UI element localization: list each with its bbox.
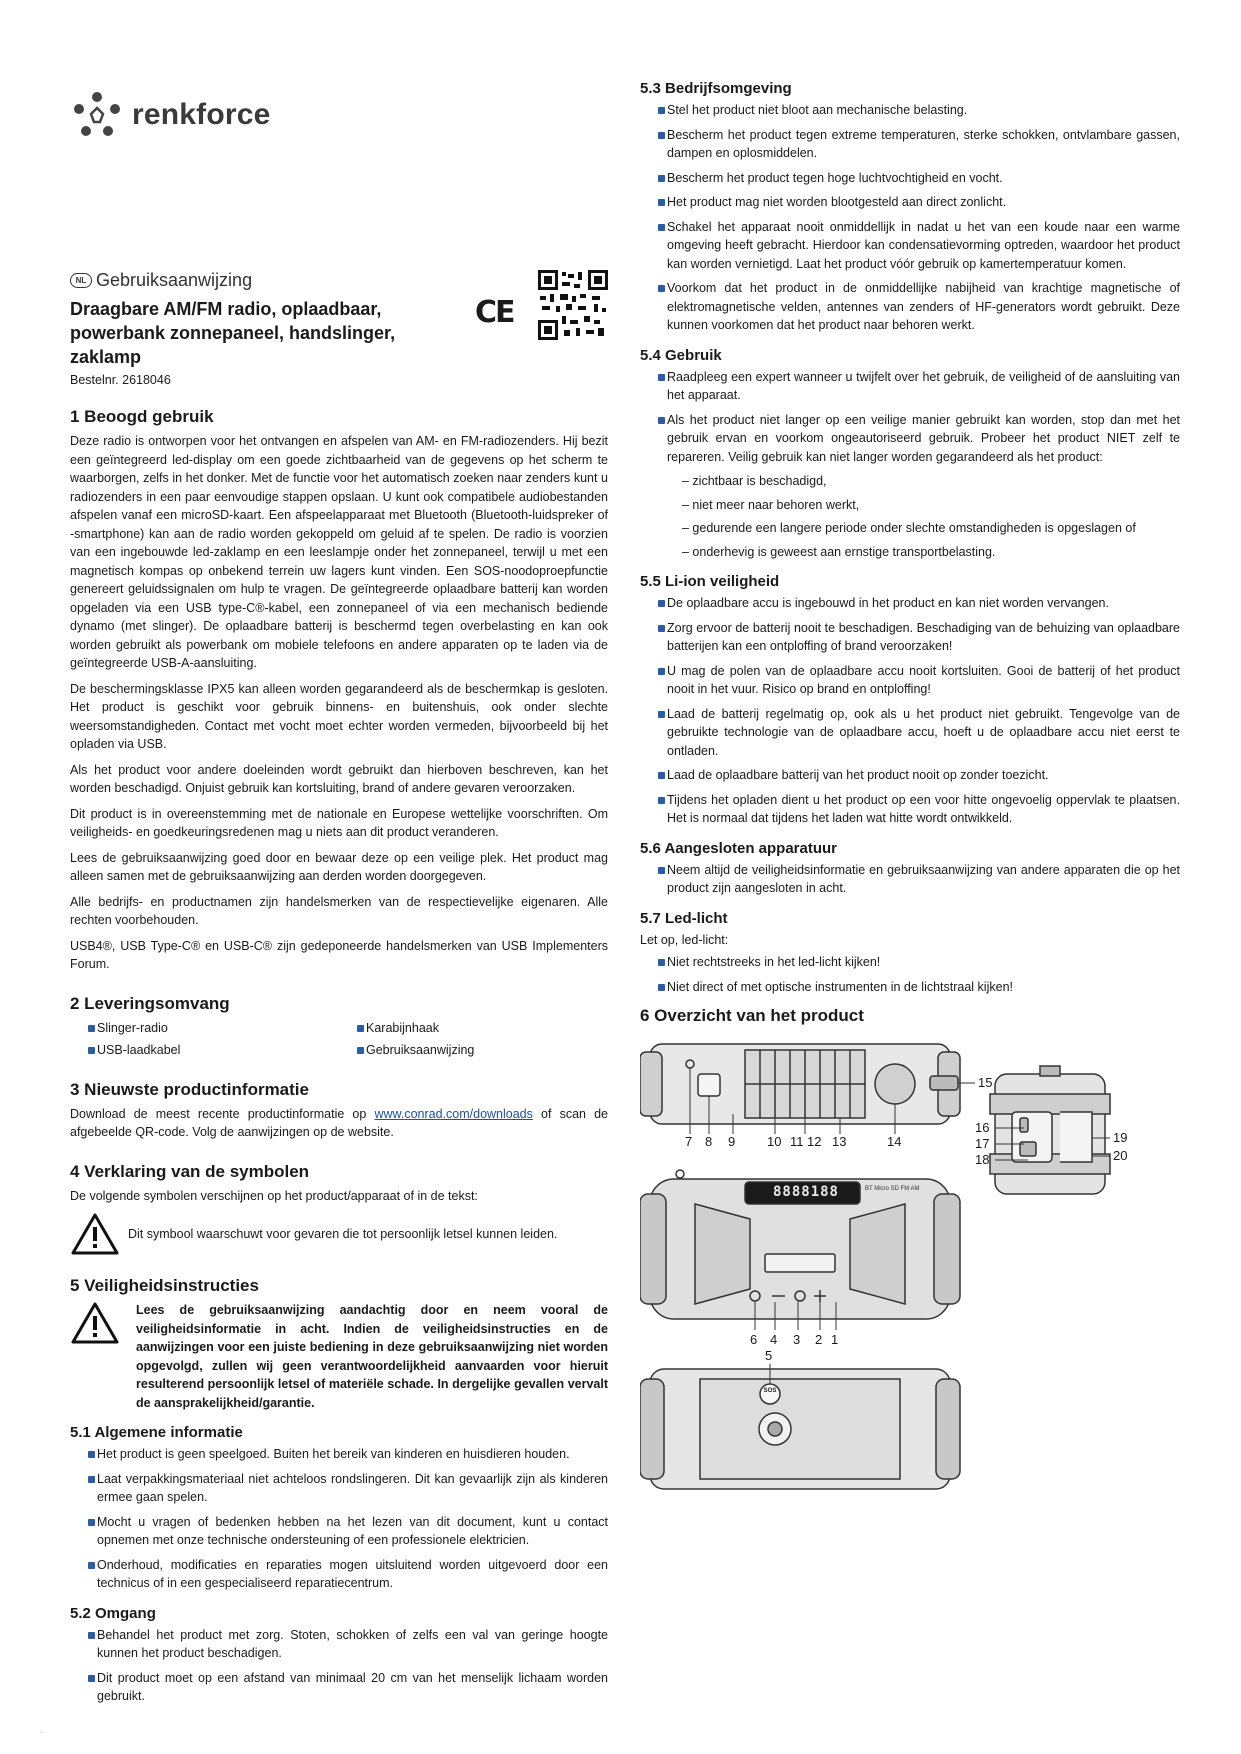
lcd-display-small-labels: BT Micro SD FM AM bbox=[865, 1186, 920, 1192]
section-5-7-title: 5.7 Led-licht bbox=[640, 909, 728, 927]
nl-language-icon: NL bbox=[70, 273, 92, 288]
s1-paragraph: USB4®, USB Type-C® en USB-C® zijn gedeponeerde handelsmerken van USB Implementers Forum. bbox=[70, 938, 608, 971]
callout-20: 20 bbox=[1113, 1148, 1128, 1163]
section-2-title: 2 Leveringsomvang bbox=[70, 993, 230, 1013]
warning-symbol-text: Dit symbool waarschuwt voor gevaren die tot persoonlijk letsel kunnen leiden. bbox=[128, 1226, 558, 1241]
list-item: Raadpleeg een expert wanneer u twijfelt over het gebruik, de veiligheid of de aansluiting van het apparaat. bbox=[658, 368, 1180, 405]
s1-paragraph: Deze radio is ontworpen voor het ontvangen en afspelen van AM- en FM-radiozenders. Hij bezit een geïntegreerd led-display om een goede zichtbaarheid van de gegevens op het scherm te waarborgen, zelfs in het donker. Met de functie voor het automatisch zoeken naar zenders kunt u radiozenders in een paar eenvoudige stappen opslaan. U kunt ook compatibele audiobestanden afspelen vanaf een microSD-kaart. Een afspeelapparaat met Bluetooth (Bluetooth-luidspreker of -smartphone) kan aan de radio worden gekoppeld om geluid af te spelen. De radio is voorzien van een ingebouwde led-zaklamp en een leeslampje onder het zonnepaneel, terwijl u met een magnetisch kompas op onbekend terrein uw lagers kunt vinden. Een SOS-noodoproepfunctie genereert geluidssignalen om hulp te vragen. De geïntegreerde oplaadbare batterij kan worden opgeladen via een USB type-C®-kabel, een zonnepaneel of via een mechanisch bediende dynamo (met slinger). De oplaadbare batterij is beschermd tegen overbelasting en kan ook worden gebruikt als powerbank om mobiele telefoons en andere apparaten op te laden via de geïntegreerde USB-A-aansluiting. bbox=[70, 434, 608, 670]
product-overview-diagram bbox=[640, 1034, 1180, 1554]
dash-item: – gedurende een langere periode onder slechte omstandigheden is opgeslagen of bbox=[682, 521, 1136, 535]
dash-item: – onderhevig is geweest aan ernstige transportbelasting. bbox=[682, 544, 996, 559]
lcd-display-digits: 8888188 bbox=[772, 1184, 839, 1200]
list-item: Stel het product niet bloot aan mechanische belasting. bbox=[658, 101, 1180, 120]
section-4-title: 4 Verklaring van de symbolen bbox=[70, 1161, 310, 1181]
callout-7: 7 bbox=[685, 1134, 693, 1149]
callout-10: 10 bbox=[767, 1134, 782, 1149]
list-item: Voorkom dat het product in de onmiddellijke nabijheid van krachtige magnetische of elektromagnetische velden, antennes van zenders of HF-generators wordt gebruikt. Deze kunnen voorkomen dat het product naar behoren werkt. bbox=[658, 279, 1180, 335]
list-item: Mocht u vragen of bedenken hebben na het lezen van dit document, kunt u contact opnemen met onze technische ondersteuning of een professionele elektricien. bbox=[88, 1513, 608, 1550]
s1-paragraph: Lees de gebruiksaanwijzing goed door en bewaar deze op een veilige plek. Het product mag alleen samen met de gebruiksaanwijzing aan derden worden doorgegeven. bbox=[70, 850, 608, 883]
section-6-title: 6 Overzicht van het product bbox=[640, 1006, 864, 1025]
brand-name: renkforce bbox=[132, 98, 271, 131]
callout-5: 5 bbox=[765, 1348, 773, 1363]
s1-paragraph: Als het product voor andere doeleinden wordt gebruikt dan hierboven beschreven, kan het worden beschadigd. Onjuist gebruik kan kortsluiting, brand of andere gevaren veroorzaken. bbox=[70, 762, 608, 795]
symbol-row bbox=[70, 1212, 608, 1256]
delivery-list bbox=[70, 1019, 608, 1060]
dash-item: – niet meer naar behoren werkt, bbox=[682, 497, 860, 512]
list-item: Bescherm het product tegen extreme temperaturen, sterke schokken, ontvlambare gassen, dampen en oplosmiddelen. bbox=[658, 126, 1180, 163]
section-5-6-title: 5.6 Aangesloten apparatuur bbox=[640, 839, 837, 857]
qr-code-icon bbox=[538, 270, 608, 340]
list-item: Als het product niet langer op een veilige manier gebruikt kan worden, stop dan met het gebruik ervan en voorkom ongeautoriseerd gebruik. Probeer het product NIET zelf te repareren. Veilig gebruik kan niet langer worden gegarandeerd als het product: bbox=[658, 411, 1180, 467]
callout-16: 16 bbox=[975, 1120, 990, 1135]
list-item: Het product mag niet worden blootgesteld aan direct zonlicht. bbox=[658, 193, 1180, 212]
s3-paragraph: Download de meest recente productinformatie op www.conrad.com/downloads of scan de afgebeelde QR-code. Volg de aanwijzingen op de website. bbox=[70, 1106, 609, 1139]
list-item: Zorg ervoor de batterij nooit te beschadigen. Beschadiging van de behuizing van oplaadbare batterijen kan een ontploffing of brand veroorzaken! bbox=[658, 619, 1180, 656]
s1-paragraph: Alle bedrijfs- en productnamen zijn handelsmerken van de respectievelijke eigenaren. Alle rechten voorbehouden. bbox=[70, 894, 608, 927]
section-5-1-title: 5.1 Algemene informatie bbox=[70, 1424, 243, 1441]
list-item: Karabijnhaak bbox=[357, 1019, 608, 1038]
product-title: Draagbare AM/FM radio, oplaadbaar, powerbank zonnepaneel, handslinger, zaklamp bbox=[70, 299, 396, 367]
section-5-2-title: 5.2 Omgang bbox=[70, 1604, 156, 1622]
s1-paragraph: De beschermingsklasse IPX5 kan alleen worden gegarandeerd als de beschermkap is gesloten. Het product is geschikt voor gebruik binnens- en buitenshuis, ook onder slechte weersomstandigheden. Contact met vocht moet echter worden vermeden, bijvoorbeeld bij het opladen via USB. bbox=[70, 681, 608, 751]
list-item: Slinger-radio bbox=[88, 1019, 339, 1038]
list-item: Tijdens het opladen dient u het product op een voor hitte ongevoelig oppervlak te plaatsen. Het is normaal dat tijdens het laden wat hitte wordt ontwikkeld. bbox=[658, 791, 1180, 828]
warning-triangle-icon bbox=[70, 1212, 120, 1256]
callout-12: 12 bbox=[807, 1134, 822, 1149]
list-item: Laad de oplaadbare batterij van het product nooit op zonder toezicht. bbox=[658, 766, 1180, 785]
s1-paragraph: Dit product is in overeenstemming met de nationale en Europese wettelijke voorschriften. Om veiligheids- en goedkeuringsredenen mag u niets aan dit product veranderen. bbox=[70, 806, 608, 839]
section-1-title: 1 Beoogd gebruik bbox=[70, 407, 214, 426]
section-3-title: 3 Nieuwste productinformatie bbox=[70, 1079, 309, 1099]
callout-13: 13 bbox=[832, 1134, 847, 1149]
list-item: U mag de polen van de oplaadbare accu nooit kortsluiten. Gooi de batterij of het product nooit in het vuur. Risico op brand en ontploffing! bbox=[658, 662, 1180, 699]
list-item: Behandel het product met zorg. Stoten, schokken of zelfs een val van geringe hoogte kunnen het product beschadigen. bbox=[88, 1626, 608, 1663]
left-column bbox=[70, 75, 608, 1712]
list-item: Het product is geen speelgoed. Buiten het bereik van kinderen en huisdieren houden. bbox=[88, 1445, 608, 1464]
brand-logo bbox=[70, 75, 608, 155]
footer-mark: . bbox=[40, 1726, 43, 1735]
s57-intro: Let op, led-licht: bbox=[640, 932, 729, 947]
list-item: Bescherm het product tegen hoge luchtvochtigheid en vocht. bbox=[658, 169, 1180, 188]
radio-side-view bbox=[990, 1066, 1110, 1194]
safety-warning bbox=[70, 1301, 608, 1412]
radio-bottom-view bbox=[640, 1369, 960, 1489]
callout-8: 8 bbox=[705, 1134, 713, 1149]
renkforce-logo-icon bbox=[70, 88, 124, 142]
sos-button: SOS bbox=[763, 1388, 777, 1394]
callout-17: 17 bbox=[975, 1136, 990, 1151]
language-row bbox=[70, 270, 608, 291]
list-item: Niet direct of met optische instrumenten in de lichtstraal kijken! bbox=[658, 978, 1180, 997]
section-5-4-title: 5.4 Gebruik bbox=[640, 346, 722, 364]
radio-illustration bbox=[640, 1034, 1180, 1554]
list-item: De oplaadbare accu is ingebouwd in het product en kan niet worden vervangen. bbox=[658, 594, 1180, 613]
list-item: Dit product moet op een afstand van minimaal 20 cm van het menselijk lichaam worden gebruikt. bbox=[88, 1669, 608, 1706]
section-5-5-title: 5.5 Li-ion veiligheid bbox=[640, 573, 780, 590]
list-item: Schakel het apparaat nooit onmiddellijk in nadat u het van een koude naar een warme omgeving heeft gebracht. Hierdoor kan condensatievorming optreden, waardoor het product kan worden vernietigd. Laat het product vóór gebruik op kamertemperatuur komen. bbox=[658, 218, 1180, 274]
list-item: Laat verpakkingsmateriaal niet achteloos rondslingeren. Dit kan gevaarlijk zijn als kinderen ermee gaan spelen. bbox=[88, 1470, 608, 1507]
callout-19: 19 bbox=[1113, 1130, 1128, 1145]
list-item: Onderhoud, modificaties en reparaties mogen uitsluitend worden uitgevoerd door een technicus of in een gespecialiseerd reparatiecentrum. bbox=[88, 1556, 608, 1593]
list-item: Laad de batterij regelmatig op, ook als u het product niet gebruikt. Tengevolge van de gebruikte technologie van de oplaadbare accu, hoeft u de oplaadbare accu niet eerst te ontladen. bbox=[658, 705, 1180, 761]
order-number: Bestelnr. 2618046 bbox=[70, 373, 171, 387]
callout-9: 9 bbox=[728, 1134, 736, 1149]
manual-label: Gebruiksaanwijzing bbox=[96, 270, 253, 290]
section-5-3-title: 5.3 Bedrijfsomgeving bbox=[640, 80, 792, 97]
callout-15: 15 bbox=[978, 1075, 993, 1090]
callout-4: 4 bbox=[770, 1332, 778, 1347]
radio-top-view bbox=[640, 1044, 960, 1124]
list-item: Gebruiksaanwijzing bbox=[357, 1041, 608, 1060]
callout-2: 2 bbox=[815, 1332, 823, 1347]
ce-mark-icon: CE bbox=[475, 295, 514, 330]
list-item: Niet rechtstreeks in het led-licht kijken! bbox=[658, 953, 1180, 972]
list-item: USB-laadkabel bbox=[88, 1041, 339, 1060]
right-column bbox=[640, 80, 1180, 1554]
callout-18: 18 bbox=[975, 1152, 990, 1167]
list-item: Neem altijd de veiligheidsinformatie en gebruiksaanwijzing van andere apparaten die op het product zijn aangesloten in acht. bbox=[658, 861, 1180, 898]
section-5-title: 5 Veiligheidsinstructies bbox=[70, 1276, 259, 1295]
s4-intro: De volgende symbolen verschijnen op het product/apparaat of in de tekst: bbox=[70, 1188, 478, 1203]
callout-3: 3 bbox=[793, 1332, 801, 1347]
callout-1: 1 bbox=[831, 1332, 839, 1347]
callout-11: 11 bbox=[790, 1134, 804, 1149]
downloads-link[interactable]: www.conrad.com/downloads bbox=[374, 1106, 533, 1121]
manual-header bbox=[70, 270, 608, 387]
dash-item: – zichtbaar is beschadigd, bbox=[682, 474, 827, 488]
warning-triangle-icon bbox=[70, 1301, 120, 1345]
callout-6: 6 bbox=[750, 1332, 758, 1347]
safety-warning-text: Lees de gebruiksaanwijzing aandachtig door en neem vooral de veiligheidsinformatie in acht. Indien de veiligheidsinstructies en de aanwijzingen voor een juiste bediening in deze gebruiksaanwijzing niet worden opgevolgd, zullen wij geen verantwoordelijkheid aanvaarden voor hieruit resulterend persoonlijk letsel of materiële schade. In dergelijke gevallen vervalt de aansprakelijkheid/garantie. bbox=[136, 1303, 608, 1410]
callout-14: 14 bbox=[887, 1134, 902, 1149]
